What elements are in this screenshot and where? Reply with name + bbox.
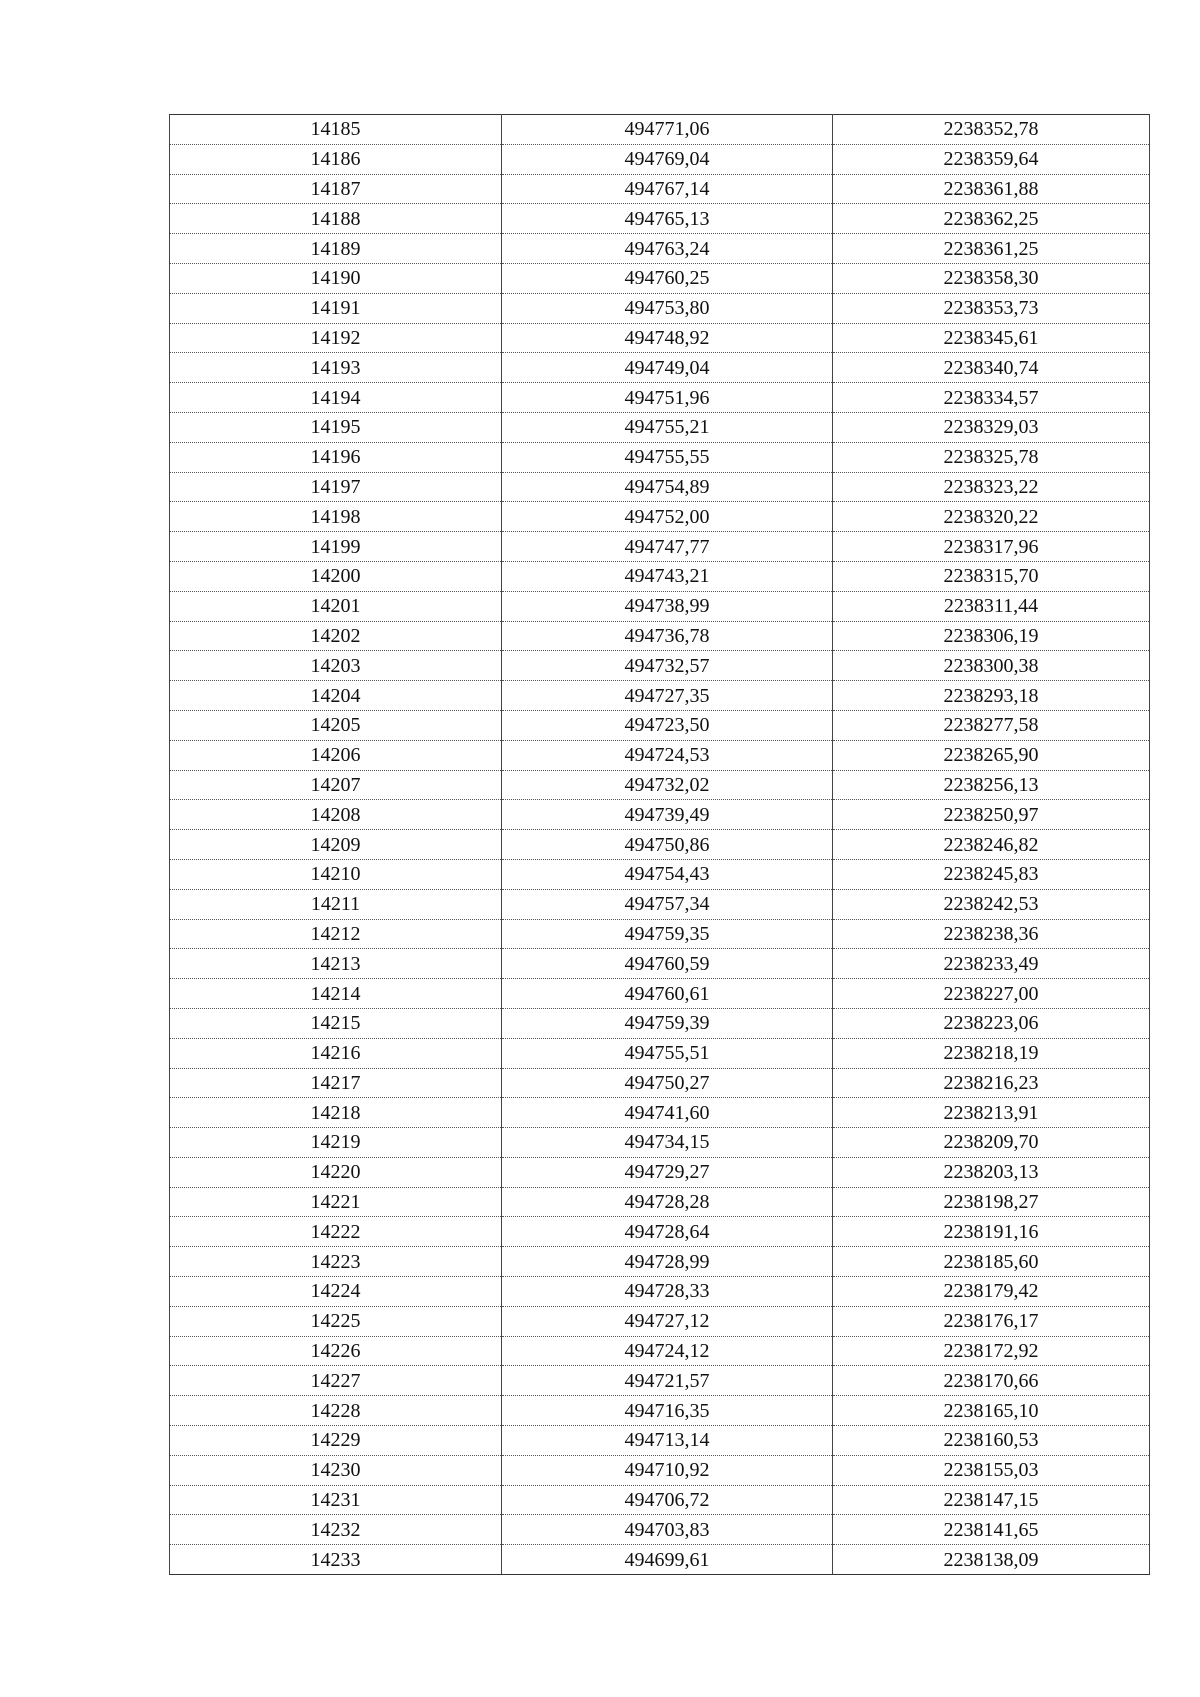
y-coordinate-cell: 2238320,22 bbox=[833, 502, 1150, 532]
point-number-cell: 14197 bbox=[170, 472, 502, 502]
point-number-cell: 14228 bbox=[170, 1396, 502, 1426]
point-number-cell: 14208 bbox=[170, 800, 502, 830]
x-coordinate-cell: 494769,04 bbox=[502, 144, 833, 174]
table-row bbox=[170, 1545, 1150, 1575]
x-coordinate-cell: 494732,57 bbox=[502, 651, 833, 681]
x-coordinate-cell: 494757,34 bbox=[502, 889, 833, 919]
point-number-cell: 14187 bbox=[170, 174, 502, 204]
x-coordinate-cell: 494727,35 bbox=[502, 681, 833, 711]
y-coordinate-cell: 2238345,61 bbox=[833, 323, 1150, 353]
x-coordinate-cell: 494743,21 bbox=[502, 561, 833, 591]
table-row bbox=[170, 1396, 1150, 1426]
y-coordinate-cell: 2238311,44 bbox=[833, 591, 1150, 621]
point-number-cell: 14198 bbox=[170, 502, 502, 532]
x-coordinate-cell: 494728,33 bbox=[502, 1277, 833, 1307]
x-coordinate-cell: 494699,61 bbox=[502, 1545, 833, 1575]
point-number-cell: 14201 bbox=[170, 591, 502, 621]
table-row bbox=[170, 1366, 1150, 1396]
y-coordinate-cell: 2238362,25 bbox=[833, 204, 1150, 234]
y-coordinate-cell: 2238329,03 bbox=[833, 412, 1150, 442]
y-coordinate-cell: 2238155,03 bbox=[833, 1455, 1150, 1485]
table-row bbox=[170, 949, 1150, 979]
table-row bbox=[170, 1336, 1150, 1366]
point-number-cell: 14229 bbox=[170, 1426, 502, 1456]
x-coordinate-cell: 494723,50 bbox=[502, 710, 833, 740]
x-coordinate-cell: 494729,27 bbox=[502, 1157, 833, 1187]
x-coordinate-cell: 494749,04 bbox=[502, 353, 833, 383]
y-coordinate-cell: 2238340,74 bbox=[833, 353, 1150, 383]
y-coordinate-cell: 2238216,23 bbox=[833, 1068, 1150, 1098]
y-coordinate-cell: 2238213,91 bbox=[833, 1098, 1150, 1128]
y-coordinate-cell: 2238325,78 bbox=[833, 442, 1150, 472]
x-coordinate-cell: 494741,60 bbox=[502, 1098, 833, 1128]
table-row bbox=[170, 442, 1150, 472]
table-row bbox=[170, 1426, 1150, 1456]
coordinates-table bbox=[169, 114, 1150, 1575]
table-row bbox=[170, 383, 1150, 413]
y-coordinate-cell: 2238256,13 bbox=[833, 770, 1150, 800]
point-number-cell: 14203 bbox=[170, 651, 502, 681]
table-row bbox=[170, 740, 1150, 770]
point-number-cell: 14225 bbox=[170, 1306, 502, 1336]
x-coordinate-cell: 494765,13 bbox=[502, 204, 833, 234]
y-coordinate-cell: 2238165,10 bbox=[833, 1396, 1150, 1426]
point-number-cell: 14196 bbox=[170, 442, 502, 472]
x-coordinate-cell: 494716,35 bbox=[502, 1396, 833, 1426]
x-coordinate-cell: 494713,14 bbox=[502, 1426, 833, 1456]
y-coordinate-cell: 2238265,90 bbox=[833, 740, 1150, 770]
x-coordinate-cell: 494751,96 bbox=[502, 383, 833, 413]
x-coordinate-cell: 494759,35 bbox=[502, 919, 833, 949]
table-row bbox=[170, 919, 1150, 949]
y-coordinate-cell: 2238209,70 bbox=[833, 1128, 1150, 1158]
x-coordinate-cell: 494755,55 bbox=[502, 442, 833, 472]
table-row bbox=[170, 293, 1150, 323]
y-coordinate-cell: 2238138,09 bbox=[833, 1545, 1150, 1575]
x-coordinate-cell: 494750,86 bbox=[502, 830, 833, 860]
table-row bbox=[170, 710, 1150, 740]
y-coordinate-cell: 2238203,13 bbox=[833, 1157, 1150, 1187]
x-coordinate-cell: 494771,06 bbox=[502, 115, 833, 145]
table-row bbox=[170, 770, 1150, 800]
point-number-cell: 14227 bbox=[170, 1366, 502, 1396]
table-row bbox=[170, 1038, 1150, 1068]
x-coordinate-cell: 494734,15 bbox=[502, 1128, 833, 1158]
table-row bbox=[170, 1455, 1150, 1485]
x-coordinate-cell: 494754,89 bbox=[502, 472, 833, 502]
table-row bbox=[170, 830, 1150, 860]
table-row bbox=[170, 1277, 1150, 1307]
point-number-cell: 14232 bbox=[170, 1515, 502, 1545]
table-row bbox=[170, 1485, 1150, 1515]
x-coordinate-cell: 494736,78 bbox=[502, 621, 833, 651]
x-coordinate-cell: 494750,27 bbox=[502, 1068, 833, 1098]
table-row bbox=[170, 1306, 1150, 1336]
point-number-cell: 14186 bbox=[170, 144, 502, 174]
point-number-cell: 14220 bbox=[170, 1157, 502, 1187]
y-coordinate-cell: 2238223,06 bbox=[833, 1008, 1150, 1038]
table-row bbox=[170, 144, 1150, 174]
x-coordinate-cell: 494755,51 bbox=[502, 1038, 833, 1068]
point-number-cell: 14209 bbox=[170, 830, 502, 860]
y-coordinate-cell: 2238185,60 bbox=[833, 1247, 1150, 1277]
table-row bbox=[170, 115, 1150, 145]
point-number-cell: 14193 bbox=[170, 353, 502, 383]
table-row bbox=[170, 859, 1150, 889]
y-coordinate-cell: 2238172,92 bbox=[833, 1336, 1150, 1366]
point-number-cell: 14199 bbox=[170, 532, 502, 562]
x-coordinate-cell: 494747,77 bbox=[502, 532, 833, 562]
point-number-cell: 14222 bbox=[170, 1217, 502, 1247]
table-row bbox=[170, 323, 1150, 353]
table-row bbox=[170, 1247, 1150, 1277]
table-row bbox=[170, 591, 1150, 621]
y-coordinate-cell: 2238227,00 bbox=[833, 979, 1150, 1009]
y-coordinate-cell: 2238300,38 bbox=[833, 651, 1150, 681]
y-coordinate-cell: 2238359,64 bbox=[833, 144, 1150, 174]
point-number-cell: 14216 bbox=[170, 1038, 502, 1068]
x-coordinate-cell: 494760,61 bbox=[502, 979, 833, 1009]
table-row bbox=[170, 1157, 1150, 1187]
x-coordinate-cell: 494767,14 bbox=[502, 174, 833, 204]
y-coordinate-cell: 2238147,15 bbox=[833, 1485, 1150, 1515]
y-coordinate-cell: 2238306,19 bbox=[833, 621, 1150, 651]
point-number-cell: 14188 bbox=[170, 204, 502, 234]
x-coordinate-cell: 494739,49 bbox=[502, 800, 833, 830]
x-coordinate-cell: 494755,21 bbox=[502, 412, 833, 442]
y-coordinate-cell: 2238334,57 bbox=[833, 383, 1150, 413]
y-coordinate-cell: 2238191,16 bbox=[833, 1217, 1150, 1247]
x-coordinate-cell: 494728,28 bbox=[502, 1187, 833, 1217]
y-coordinate-cell: 2238358,30 bbox=[833, 263, 1150, 293]
table-row bbox=[170, 651, 1150, 681]
x-coordinate-cell: 494721,57 bbox=[502, 1366, 833, 1396]
x-coordinate-cell: 494760,25 bbox=[502, 263, 833, 293]
point-number-cell: 14200 bbox=[170, 561, 502, 591]
y-coordinate-cell: 2238198,27 bbox=[833, 1187, 1150, 1217]
point-number-cell: 14195 bbox=[170, 412, 502, 442]
point-number-cell: 14206 bbox=[170, 740, 502, 770]
x-coordinate-cell: 494710,92 bbox=[502, 1455, 833, 1485]
table-row bbox=[170, 204, 1150, 234]
point-number-cell: 14211 bbox=[170, 889, 502, 919]
y-coordinate-cell: 2238246,82 bbox=[833, 830, 1150, 860]
y-coordinate-cell: 2238277,58 bbox=[833, 710, 1150, 740]
x-coordinate-cell: 494728,99 bbox=[502, 1247, 833, 1277]
point-number-cell: 14218 bbox=[170, 1098, 502, 1128]
x-coordinate-cell: 494728,64 bbox=[502, 1217, 833, 1247]
point-number-cell: 14217 bbox=[170, 1068, 502, 1098]
x-coordinate-cell: 494738,99 bbox=[502, 591, 833, 621]
point-number-cell: 14192 bbox=[170, 323, 502, 353]
table-row bbox=[170, 1128, 1150, 1158]
table-row bbox=[170, 889, 1150, 919]
y-coordinate-cell: 2238160,53 bbox=[833, 1426, 1150, 1456]
table-row bbox=[170, 532, 1150, 562]
y-coordinate-cell: 2238218,19 bbox=[833, 1038, 1150, 1068]
y-coordinate-cell: 2238317,96 bbox=[833, 532, 1150, 562]
point-number-cell: 14223 bbox=[170, 1247, 502, 1277]
table-row bbox=[170, 234, 1150, 264]
point-number-cell: 14231 bbox=[170, 1485, 502, 1515]
table-row bbox=[170, 621, 1150, 651]
y-coordinate-cell: 2238315,70 bbox=[833, 561, 1150, 591]
x-coordinate-cell: 494703,83 bbox=[502, 1515, 833, 1545]
y-coordinate-cell: 2238179,42 bbox=[833, 1277, 1150, 1307]
table-row bbox=[170, 1008, 1150, 1038]
table-row bbox=[170, 1515, 1150, 1545]
x-coordinate-cell: 494748,92 bbox=[502, 323, 833, 353]
point-number-cell: 14202 bbox=[170, 621, 502, 651]
point-number-cell: 14230 bbox=[170, 1455, 502, 1485]
coordinates-table-body bbox=[170, 115, 1150, 1575]
y-coordinate-cell: 2238250,97 bbox=[833, 800, 1150, 830]
y-coordinate-cell: 2238352,78 bbox=[833, 115, 1150, 145]
x-coordinate-cell: 494753,80 bbox=[502, 293, 833, 323]
point-number-cell: 14189 bbox=[170, 234, 502, 264]
x-coordinate-cell: 494752,00 bbox=[502, 502, 833, 532]
point-number-cell: 14233 bbox=[170, 1545, 502, 1575]
x-coordinate-cell: 494706,72 bbox=[502, 1485, 833, 1515]
x-coordinate-cell: 494760,59 bbox=[502, 949, 833, 979]
table-row bbox=[170, 472, 1150, 502]
table-row bbox=[170, 561, 1150, 591]
point-number-cell: 14185 bbox=[170, 115, 502, 145]
x-coordinate-cell: 494727,12 bbox=[502, 1306, 833, 1336]
x-coordinate-cell: 494732,02 bbox=[502, 770, 833, 800]
y-coordinate-cell: 2238238,36 bbox=[833, 919, 1150, 949]
table-row bbox=[170, 1187, 1150, 1217]
point-number-cell: 14207 bbox=[170, 770, 502, 800]
point-number-cell: 14205 bbox=[170, 710, 502, 740]
point-number-cell: 14226 bbox=[170, 1336, 502, 1366]
y-coordinate-cell: 2238323,22 bbox=[833, 472, 1150, 502]
table-row bbox=[170, 353, 1150, 383]
point-number-cell: 14219 bbox=[170, 1128, 502, 1158]
x-coordinate-cell: 494763,24 bbox=[502, 234, 833, 264]
y-coordinate-cell: 2238353,73 bbox=[833, 293, 1150, 323]
point-number-cell: 14221 bbox=[170, 1187, 502, 1217]
point-number-cell: 14204 bbox=[170, 681, 502, 711]
point-number-cell: 14213 bbox=[170, 949, 502, 979]
y-coordinate-cell: 2238170,66 bbox=[833, 1366, 1150, 1396]
y-coordinate-cell: 2238361,25 bbox=[833, 234, 1150, 264]
y-coordinate-cell: 2238293,18 bbox=[833, 681, 1150, 711]
table-row bbox=[170, 1098, 1150, 1128]
table-row bbox=[170, 800, 1150, 830]
table-row bbox=[170, 681, 1150, 711]
table-row bbox=[170, 1068, 1150, 1098]
table-row bbox=[170, 502, 1150, 532]
y-coordinate-cell: 2238233,49 bbox=[833, 949, 1150, 979]
point-number-cell: 14210 bbox=[170, 859, 502, 889]
point-number-cell: 14224 bbox=[170, 1277, 502, 1307]
table-row bbox=[170, 174, 1150, 204]
x-coordinate-cell: 494724,53 bbox=[502, 740, 833, 770]
y-coordinate-cell: 2238141,65 bbox=[833, 1515, 1150, 1545]
point-number-cell: 14214 bbox=[170, 979, 502, 1009]
y-coordinate-cell: 2238176,17 bbox=[833, 1306, 1150, 1336]
point-number-cell: 14190 bbox=[170, 263, 502, 293]
table-row bbox=[170, 412, 1150, 442]
x-coordinate-cell: 494759,39 bbox=[502, 1008, 833, 1038]
table-row bbox=[170, 263, 1150, 293]
point-number-cell: 14212 bbox=[170, 919, 502, 949]
x-coordinate-cell: 494754,43 bbox=[502, 859, 833, 889]
point-number-cell: 14194 bbox=[170, 383, 502, 413]
y-coordinate-cell: 2238245,83 bbox=[833, 859, 1150, 889]
table-row bbox=[170, 1217, 1150, 1247]
point-number-cell: 14191 bbox=[170, 293, 502, 323]
y-coordinate-cell: 2238242,53 bbox=[833, 889, 1150, 919]
table-row bbox=[170, 979, 1150, 1009]
point-number-cell: 14215 bbox=[170, 1008, 502, 1038]
x-coordinate-cell: 494724,12 bbox=[502, 1336, 833, 1366]
y-coordinate-cell: 2238361,88 bbox=[833, 174, 1150, 204]
